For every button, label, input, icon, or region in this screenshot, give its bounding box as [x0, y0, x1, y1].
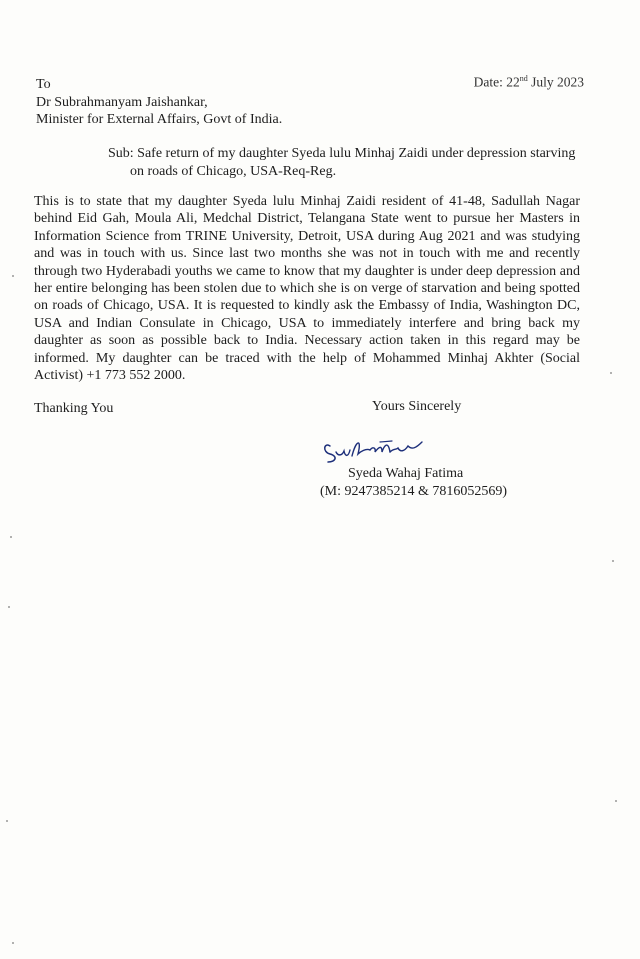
date-ordinal: nd	[519, 74, 528, 83]
scan-speck	[12, 942, 14, 944]
recipient-block	[36, 76, 282, 129]
scan-speck	[6, 820, 8, 822]
scan-speck	[615, 800, 617, 802]
signer-name: Syeda Wahaj Fatima	[348, 466, 464, 481]
recipient-name: Dr Subrahmanyam Jaishankar,	[36, 94, 208, 110]
scan-speck	[612, 560, 614, 562]
date-suffix: July 2023	[527, 74, 584, 90]
subject-line-2: on roads of Chicago, USA-Req-Reg.	[130, 163, 337, 179]
date-prefix: Date: 22	[473, 74, 520, 90]
scan-speck	[10, 536, 12, 538]
subject-block	[108, 145, 578, 180]
scan-speck	[8, 606, 10, 608]
recipient-title: Minister for External Affairs, Govt of India.	[36, 112, 283, 127]
signer-contact: (M: 9247385214 & 7816052569)	[320, 484, 508, 499]
signature	[320, 432, 430, 466]
scan-speck	[12, 275, 14, 277]
subject-line-1: Sub: Safe return of my daughter Syeda lulu Minhaj Zaidi under depression starving	[108, 146, 576, 161]
scan-speck	[610, 372, 612, 374]
letter-date	[474, 74, 584, 91]
letter-body: This is to state that my daughter Syeda lulu Minhaj Zaidi resident of 41-48, Sadullah Nagar behind Eid Gah, Moula Ali, Medchal District, Telangana State went to pursue her Masters in Information Science from TRINE University, Detroit, USA during Aug 2021 and was studying and was in touch with us. Since last two months she was not in touch with me and recently through two Hyderabadi youths we came to know that my daughter is under deep depression and her entire belonging has been stolen due to which she is on verge of starvation and being spotted on roads of Chicago, USA. It is requested to kindly ask the Embassy of India, Washington DC, USA and Indian Consulate in Chicago, USA to immediately interfere and bring back my daughter as soon as possible back to India. Necessary action taken in this regard may be informed. My daughter can be traced with the help of Mohammed Minhaj Akhter (Social Activist) +1 773 552 2000.	[34, 194, 580, 384]
closing-thanking: Thanking You	[34, 401, 114, 416]
recipient-to: To	[36, 77, 51, 92]
closing-sincerely: Yours Sincerely	[372, 399, 462, 414]
